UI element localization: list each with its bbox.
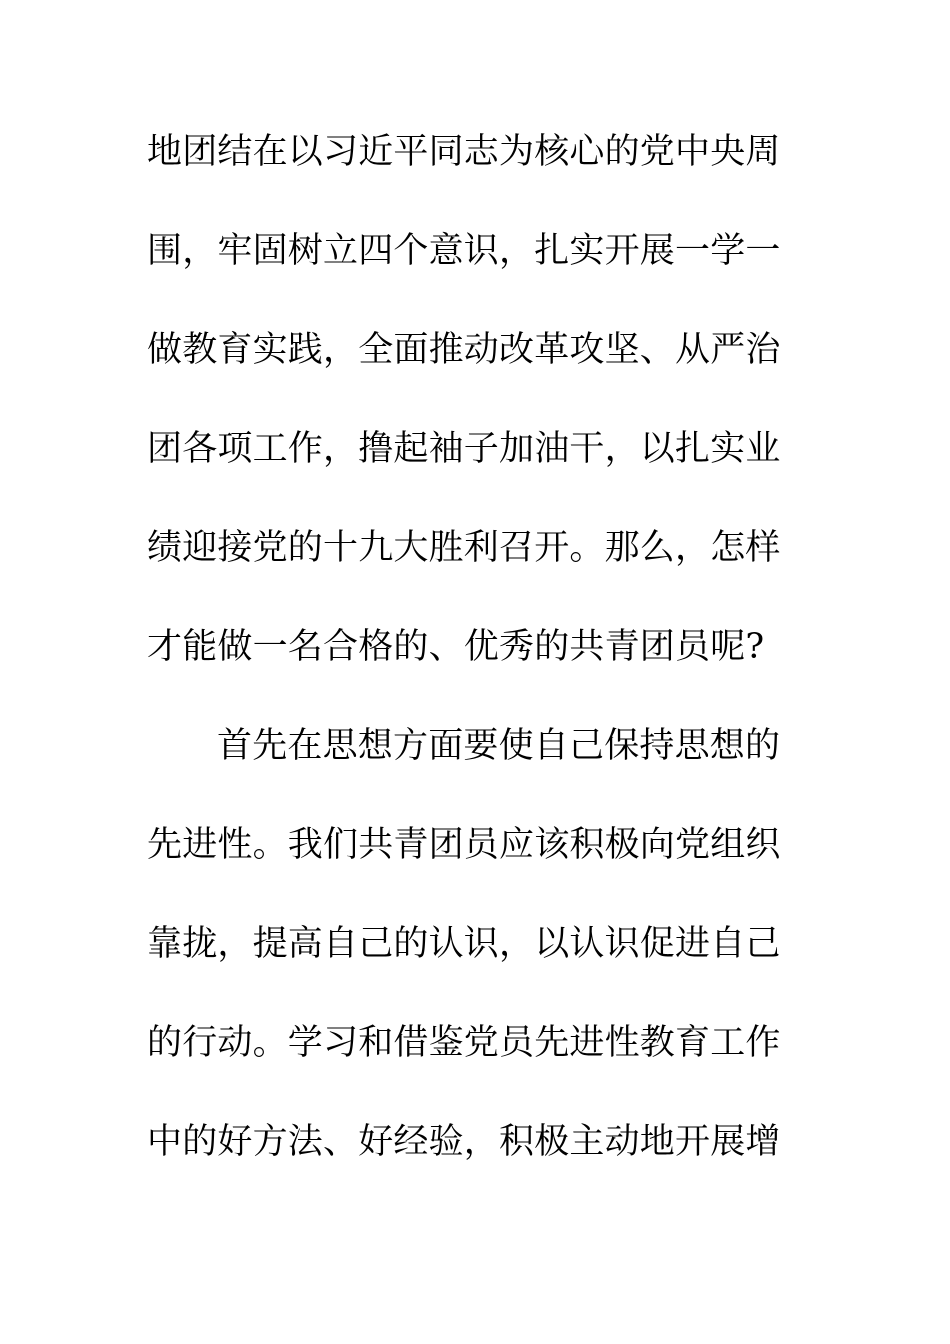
body-text-line: 中的好方法、好经验，积极主动地开展增 [147,1122,781,1162]
body-text-line: 靠拢，提高自己的认识，以认识促进自己 [147,924,781,964]
body-text-line: 的行动。学习和借鉴党员先进性教育工作 [147,1023,781,1063]
body-text-line: 绩迎接党的十九大胜利召开。那么，怎样 [147,528,781,568]
body-text-line: 团各项工作，撸起袖子加油干，以扎实业 [147,429,781,469]
body-text-line: 围，牢固树立四个意识，扎实开展一学一 [147,231,781,271]
body-text-line: 做教育实践，全面推动改革攻坚、从严治 [147,330,781,370]
body-text-line: 地团结在以习近平同志为核心的党中央周 [147,132,781,172]
body-text-line: 先进性。我们共青团员应该积极向党组织 [147,825,781,865]
paragraph-first-line: 首先在思想方面要使自己保持思想的 [217,726,781,766]
body-text-line: 才能做一名合格的、优秀的共青团员呢? [147,627,765,667]
